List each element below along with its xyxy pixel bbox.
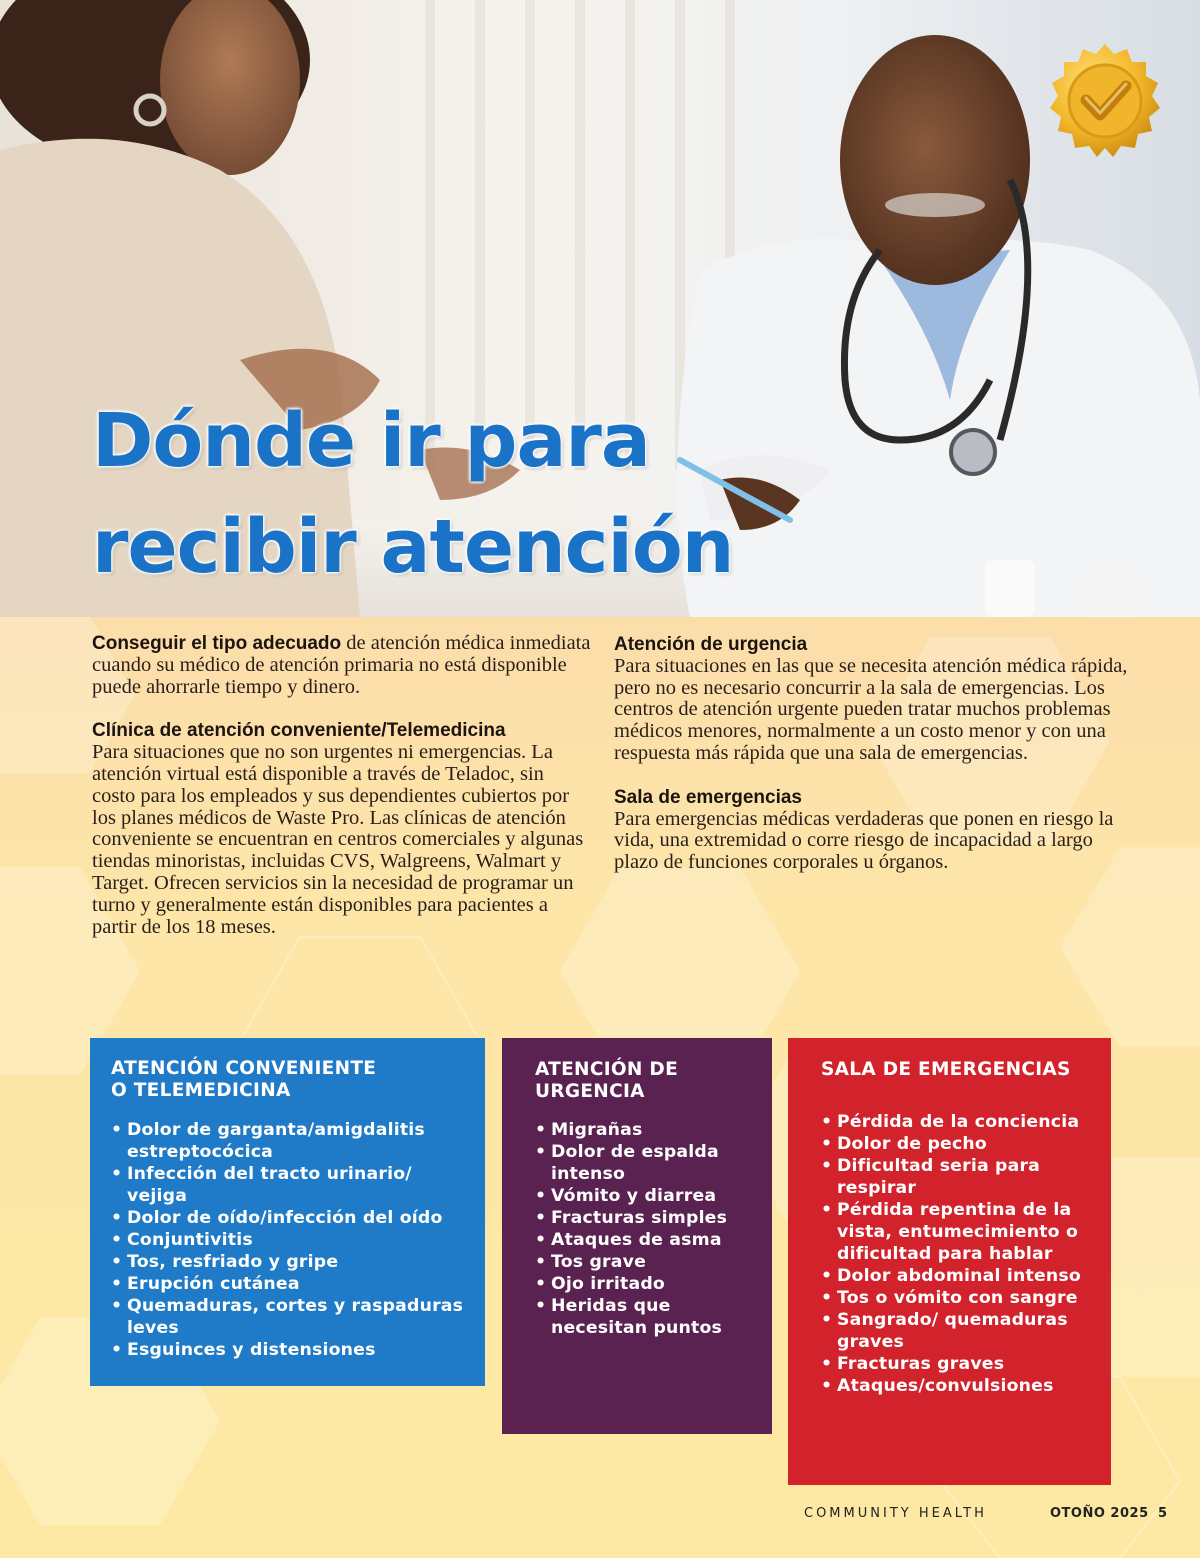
list-item: • Erupción cutánea	[111, 1273, 465, 1295]
gold-checkmark-badge-icon	[1046, 42, 1164, 160]
list-item: • Dolor abdominal intenso	[821, 1265, 1093, 1287]
convenient-care-body: Para situaciones que no son urgentes ni emergencias. La atención virtual está disponible a través de Teladoc, sin costo para los empleados y sus dependientes cubiertos por los planes médicos de Waste Pro. Las clínicas de atención conveniente se encuentran en centros comerciales y algunas tiendas minoristas, incluidas CVS, Walgreens, Walmart y Target. Ofrecen servicios sin la necesidad de programar un turno y generalmente están disponibles para pacientes a partir de los 18 meses.	[92, 741, 584, 938]
list-item: • Ojo irritado	[535, 1273, 752, 1295]
right-column	[614, 634, 1134, 896]
intro-lead: Conseguir el tipo adecuado	[92, 633, 342, 654]
box-title-line2: URGENCIA	[535, 1081, 645, 1102]
list-item: • Vómito y diarrea	[535, 1185, 752, 1207]
urgent-care-box-title	[535, 1059, 752, 1103]
emergency-room-heading: Sala de emergencias	[614, 786, 802, 808]
emergency-room-section	[614, 787, 1134, 874]
urgent-care-body: Para situaciones en las que se necesita atención médica rápida, pero no es necesario concurrir a la sala de emergencias. Los centros de atención urgente pueden tratar muchos problemas médicos menores, normalmente a un costo menor y con una respuesta más rápida que una sala de emergencias.	[614, 654, 1128, 764]
page-title	[92, 388, 812, 600]
left-column	[92, 633, 592, 960]
list-item: • Pérdida de la conciencia	[821, 1111, 1093, 1133]
list-item: • Fracturas simples	[535, 1207, 752, 1229]
list-item: • Tos grave	[535, 1251, 752, 1273]
list-item: • Fracturas graves	[821, 1353, 1093, 1375]
emergency-room-list	[821, 1111, 1093, 1397]
urgent-care-section	[614, 634, 1134, 765]
emergency-room-box-title: SALA DE EMERGENCIAS	[821, 1059, 1071, 1080]
convenient-care-box	[90, 1038, 485, 1386]
list-item: • Conjuntivitis	[111, 1229, 465, 1251]
box-title-line2: O TELEMEDICINA	[111, 1080, 291, 1101]
publication-name: COMMUNITY HEALTH	[804, 1506, 987, 1521]
page-title-line2: recibir atención	[92, 504, 734, 590]
page-footer	[800, 1506, 1170, 1526]
list-item: • Dolor de espalda intenso	[535, 1141, 752, 1185]
list-item: • Dolor de oído/infección del oído	[111, 1207, 465, 1229]
page-number: 5	[1158, 1506, 1168, 1521]
list-item: • Ataques de asma	[535, 1229, 752, 1251]
list-item: • Dolor de pecho	[821, 1133, 1093, 1155]
box-title-line1: ATENCIÓN DE	[535, 1059, 679, 1080]
hero-photo	[0, 0, 1200, 617]
page-title-line1: Dónde ir para	[92, 398, 650, 484]
convenient-care-box-title	[111, 1058, 465, 1102]
urgent-care-box	[502, 1038, 772, 1434]
urgent-care-heading: Atención de urgencia	[614, 634, 808, 655]
list-item: • Quemaduras, cortes y raspaduras leves	[111, 1295, 465, 1339]
convenient-care-list	[111, 1119, 465, 1361]
convenient-care-section	[92, 720, 592, 938]
issue-label: OTOÑO 2025	[1050, 1506, 1149, 1521]
list-item: • Migrañas	[535, 1119, 752, 1141]
list-item: • Sangrado/ quemaduras graves	[821, 1309, 1093, 1353]
list-item: • Pérdida repentina de la vista, entumecimiento o dificultad para hablar	[821, 1199, 1093, 1265]
urgent-care-list	[535, 1119, 752, 1339]
box-title-line1: ATENCIÓN CONVENIENTE	[111, 1058, 377, 1079]
list-item: • Heridas que necesitan puntos	[535, 1295, 752, 1339]
list-item: • Esguinces y distensiones	[111, 1339, 465, 1361]
intro-text: de atención médica inmediata cuando su médico de atención primaria no está disponible puede ahorrarle tiempo y dinero.	[92, 632, 591, 698]
emergency-room-box	[788, 1038, 1111, 1485]
list-item: • Dificultad seria para respirar	[821, 1155, 1093, 1199]
list-item: • Tos, resfriado y gripe	[111, 1251, 465, 1273]
convenient-care-heading: Clínica de atención conveniente/Telemedicina	[92, 720, 506, 742]
list-item: • Tos o vómito con sangre	[821, 1287, 1093, 1309]
emergency-room-body: Para emergencias médicas verdaderas que ponen en riesgo la vida, una extremidad o corre riesgo de incapacidad a largo plazo de funciones corporales u órganos.	[614, 807, 1114, 874]
list-item: • Infección del tracto urinario/ vejiga	[111, 1163, 465, 1207]
intro-paragraph	[92, 633, 592, 698]
list-item: • Dolor de garganta/amigdalitis estreptocócica	[111, 1119, 465, 1163]
list-item: • Ataques/convulsiones	[821, 1375, 1093, 1397]
